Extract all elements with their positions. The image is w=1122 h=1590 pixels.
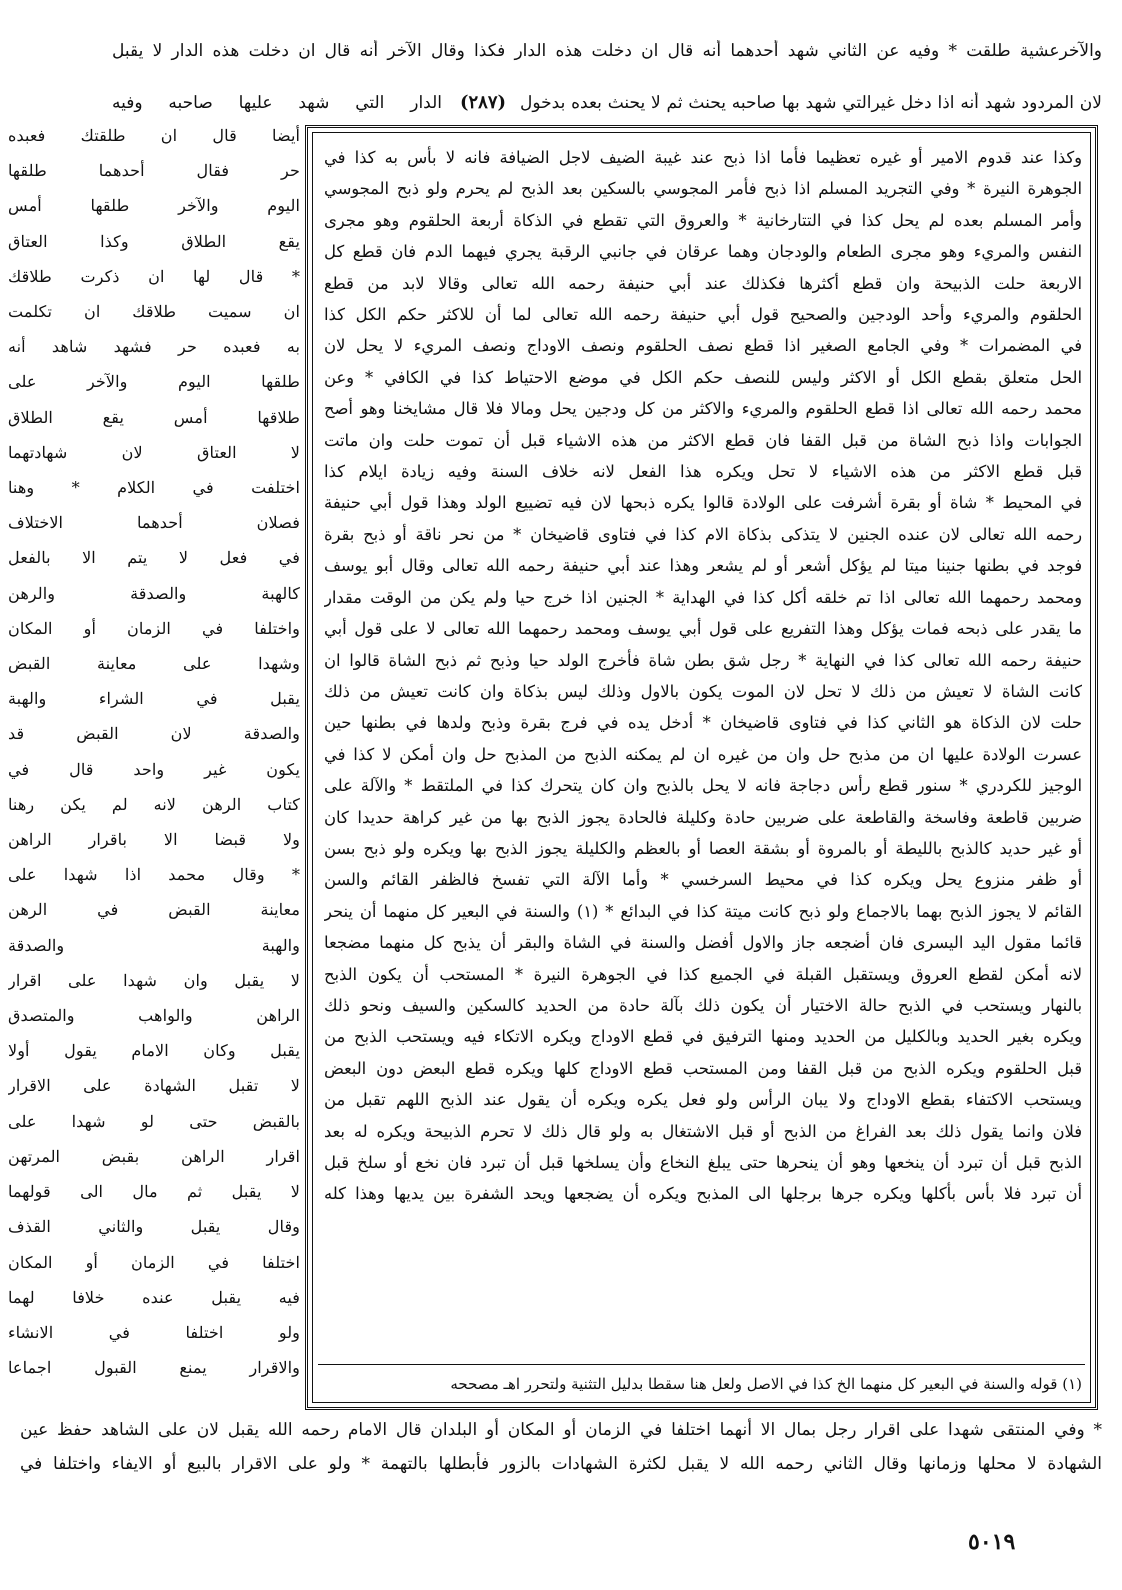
margin-text-line: اختلفت في الكلام * وهنا bbox=[8, 478, 300, 498]
main-text-line: الجوابات واذا ذبح الشاة من قبل القفا فان قطع الاكثر من هذه الاشياء قبل أن تموت حلت وان ماتت bbox=[324, 430, 1082, 450]
main-text-line: قبل الحلقوم ويكره الذبح من قبل القفا ومن المستحب قطع الاوداج كلها ويكره قطع البعض دون البعض bbox=[324, 1058, 1082, 1078]
margin-text-line: به فعبده حر فشهد شاهد أنه bbox=[8, 337, 300, 357]
main-text-line: رحمه الله تعالى لان عنده الجنين لا يتذكى بذكاة الام كذا في فتاوى قاضيخان * من نحر ناقة أو ذبح بقرة bbox=[324, 524, 1082, 544]
main-text-line: في المحيط * شاة أو بقرة أشرفت على الولادة قالوا يكره ذبحها لان فيه تضييع الولد وهذا قول أبي حنيفة bbox=[324, 493, 1082, 513]
main-text-line: الاربعة حلت الذبيحة وان قطع أكثرها فكذلك عند أبي حنيفة رحمه الله تعالى وقالا لابد من قطع bbox=[324, 273, 1082, 293]
main-text-line: كانت الشاة لا تعيش من ذلك لا تحل لان الموت يكون بالاول وذلك ليس بذكاة وان كانت تعيش من ذلك bbox=[324, 681, 1082, 701]
main-text-line: القائم لا يجوز الذبح بهما بالاجماع ولو ذبح كانت ميتة كذا في البدائع * (١) والسنة في البعير كل منهما أن ينحر bbox=[324, 901, 1082, 921]
main-text-line: حلت لان الذكاة هو الثاني كذا في فتاوى قاضيخان * أدخل يده في فرج بقرة وذبح ولدها في بطنها حين bbox=[324, 713, 1082, 733]
margin-text-line: فصلان أحدهما الاختلاف bbox=[8, 513, 300, 533]
margin-text-line: ان سميت طلاقك ان تكلمت bbox=[8, 302, 300, 322]
main-text-line: في المضمرات * وفي الجامع الصغير اذا قطع نصف الحلقوم ونصف الاوداج ونصف المريء لا يحل لان bbox=[324, 336, 1082, 356]
main-text-body bbox=[324, 142, 1082, 1352]
header-line-1: والآخرعشية طلقت * وفيه عن الثاني شهد أحدهما أنه قال ان دخلت هذه الدار فكذا وقال الآخر أنه قال ان دخلت هذه الدار لا يقبل bbox=[112, 41, 1102, 61]
margin-text-line: بالقبض حتى لو شهدا على bbox=[8, 1111, 300, 1131]
main-text-line: النفس والمريء وهو مجرى الطعام والودجان وهما عرقان في جانبي الرقبة يجري فيهما الدم فان قطع كل bbox=[324, 242, 1082, 262]
margin-text-line: * وقال محمد اذا شهدا على bbox=[8, 865, 300, 885]
margin-text-line: يقبل في الشراء والهبة bbox=[8, 689, 300, 709]
footnote-divider bbox=[318, 1364, 1085, 1365]
main-text-line: ومحمد رحمهما الله تعالى اذا تم خلقه أكل كذا في الهداية * الجنين اذا خرج حيا ولم يكن من الوقت مقدار bbox=[324, 587, 1082, 607]
main-text-line: أو غير حديد كالذبح بالليطة أو بالمروة أو بشقة العصا أو بالعظم والكليلة يجوز الذبح بها ويكره ولو ذبح بسن bbox=[324, 838, 1082, 858]
bottom-line-1: * وفي المنتقى شهدا على اقرار رجل بمال الا أنهما اختلفا في الزمان أو المكان أو البلدان قال الامام رحمه الله يقبل لان على الشاهد حفظ عين bbox=[20, 1420, 1102, 1440]
margin-text-line: والصدقة لان القبض قد bbox=[8, 724, 300, 744]
main-text-frame bbox=[305, 125, 1098, 1410]
footnote: (١) قوله والسنة في البعير كل منهما الخ كذا في الاصل ولعل هنا سقطا بدليل التثنية ولتحرر اهـ مصححه bbox=[450, 1375, 1082, 1393]
margin-text-line: لا العتاق لان شهادتهما bbox=[8, 442, 300, 462]
main-text-line: بالنهار ويستحب في الذبح حالة الاختيار أن يكون ذلك بآلة حادة من الحديد كالسكين والسيف ونحو ذلك bbox=[324, 995, 1082, 1015]
main-text-line: عسرت الولادة عليها ان من مذبح حل وان من غيره ان لم يمكنه الذبح من المذبح حل وان أمكن لا كذا في bbox=[324, 744, 1082, 764]
main-text-line: الحل متعلق بقطع الكل أو الاكثر وليس للنصف حكم الكل في موضع الاحتياط كذا في الكافي * وعن bbox=[324, 367, 1082, 387]
main-text-line: الجوهرة النيرة * وفي التجريد المسلم اذا ذبح فأمر المجوسي بالسكين بعد الذبح لم يحرم ولو ذبح المجوسي bbox=[324, 179, 1082, 199]
margin-text-line: يكون غير واحد قال في bbox=[8, 759, 300, 779]
margin-text-line: طلاقها أمس يقع الطلاق bbox=[8, 407, 300, 427]
margin-text-line: ولا قبضا الا باقرار الراهن bbox=[8, 830, 300, 850]
bottom-line-2: الشهادة لا محلها وزمانها وقال الثاني رحمه الله لا يقبل لكثرة الشهادات بالزور فأبطلها بالتهمة * ولو على الاقرار بالبيع أو الايفاء واختلفا في bbox=[20, 1454, 1102, 1474]
margin-text-line: لا يقبل وان شهدا على اقرار bbox=[8, 970, 300, 990]
main-text-line: ويكره بغير الحديد وبالكليل من الحديد ومنها الترفيق في قطع الاوداج ويكره الاتكاء فيه ويستحب الذبح من bbox=[324, 1027, 1082, 1047]
main-text-line: قبل قطع الاكثر من هذه الاشياء لا تحل ويكره هذا الفعل لانه خلاف السنة وفيه زيادة ايلام كذا bbox=[324, 462, 1082, 482]
main-text-line: أو ظفر منزوع يحل ويكره كذا في محيط السرخسي * وأما الآلة التي تفسخ فالظفر القائم والسن bbox=[324, 870, 1082, 890]
page-number: (٢٨٧) bbox=[459, 92, 507, 113]
main-text-line: الذبح قبل أن تبرد أن ينخعها وهو أن ينحرها حتى يبلغ النخاع وأن يسلخها قبل أن تبرد فان نخع أو سلخ قبل bbox=[324, 1153, 1082, 1172]
margin-text-line: كتاب الرهن لانه لم يكن رهنا bbox=[8, 794, 300, 814]
margin-text-line: يقبل وكان الامام يقول أولا bbox=[8, 1041, 300, 1061]
main-text-line: الوجيز للكردري * سنور قطع رأس دجاجة فانه لا يحل بالذبح وان كان يتحرك كذا في الملتقط * والآلة على bbox=[324, 776, 1082, 796]
main-text-line: لانه أمكن لقطع العروق ويستقبل القبلة في الجميع كذا في الجوهرة النيرة * المستحب أن يكون الذبح bbox=[324, 964, 1082, 984]
margin-text-line: لا تقبل الشهادة على الاقرار bbox=[8, 1076, 300, 1096]
margin-text-line: والاقرار يمنع القبول اجماعا bbox=[8, 1358, 300, 1378]
margin-commentary-column bbox=[8, 118, 300, 1418]
margin-text-line: وشهدا على معاينة القبض bbox=[8, 654, 300, 674]
margin-text-line: فيه يقبل عنده خلافا لهما bbox=[8, 1287, 300, 1307]
margin-text-line: اقرار الراهن بقبض المرتهن bbox=[8, 1146, 300, 1166]
main-text-line: فلان وانما يقول ذلك بعد الفراغ من الذبح أو قبل الاشتغال به ولو قال ذلك لا تحرم الذبيحة ويكره له بعد bbox=[324, 1121, 1082, 1141]
margin-text-line: ولو اختلفا في الانشاء bbox=[8, 1322, 300, 1342]
margin-text-line: حر فقال أحدهما طلقها bbox=[8, 161, 300, 181]
margin-text-line: لا يقبل ثم مال الى قولهما bbox=[8, 1182, 300, 1202]
header-line-2-right: لان المردود شهد أنه اذا دخل غيرالتي شهد بها صاحبه يحنث ثم لا يحنث بعده بدخول bbox=[520, 93, 1102, 113]
margin-text-line: واختلفا في الزمان أو المكان bbox=[8, 618, 300, 638]
margin-text-line: الراهن والواهب والمتصدق bbox=[8, 1006, 300, 1026]
main-text-line: حنيفة رحمه الله تعالى كذا في النهاية * رجل شق بطن شاة فأخرج الولد حيا وذبح ثم ذبح الشاة قالوا ان bbox=[324, 650, 1082, 670]
main-text-line: أن تبرد فلا بأس بأكلها ويكره جرها برجلها الى المذبح ويكره أن يضجعها ويحد الشفرة بين يديها وهذا كله bbox=[324, 1184, 1082, 1204]
signature-number: ٥٠١٩ bbox=[968, 1529, 1016, 1555]
margin-text-line: طلقها اليوم والآخر على bbox=[8, 372, 300, 392]
margin-text-line: اليوم والآخر طلقها أمس bbox=[8, 196, 300, 216]
main-text-line: وأمر المسلم بعده لم يحل كذا في التتارخانية * والعروق التي تقطع في الذكاة أربعة الحلقوم وهو مجرى bbox=[324, 210, 1082, 230]
margin-text-line: معاينة القبض في الرهن bbox=[8, 900, 300, 920]
margin-text-line: كالهبة والصدقة والرهن bbox=[8, 583, 300, 603]
margin-text-line: في فعل لا يتم الا بالفعل bbox=[8, 548, 300, 568]
margin-text-line: أيضا قال ان طلقتك فعبده bbox=[8, 126, 300, 145]
margin-text-line: يقع الطلاق وكذا العتاق bbox=[8, 231, 300, 251]
main-text-line: ضربين قاطعة وفاسخة والقاطعة على ضربين حادة وكليلة فالحادة يجوز الذبح بها من غير كراهة حديدا كان bbox=[324, 807, 1082, 827]
main-text-line: محمد رحمه الله تعالى اذا قطع الحلقوم والمريء والاكثر من كل ودجين يحل ومالا فلا قال مشايخنا وهو أصح bbox=[324, 399, 1082, 419]
main-text-line: وكذا عند قدوم الامير أو غيره تعظيما فأما اذا ذبح عند غيبة الضيف لاجل الضيافة فانه لا بأس به كذا في bbox=[324, 148, 1082, 167]
header-line-2-left: الدار التي شهد عليها صاحبه وفيه bbox=[112, 93, 442, 113]
main-text-line: الحلقوم والمريء وأحد الودجين والصحيح قول أبي حنيفة رحمه الله تعالى لما أن للاكثر حكم الكل كذا bbox=[324, 305, 1082, 325]
margin-text-line: اختلفا في الزمان أو المكان bbox=[8, 1252, 300, 1272]
main-text-line: فوجد في بطنها جنينا ميتا لم يؤكل أشعر أو لم يشعر وهذا عند أبي حنيفة رحمه الله تعالى وقال أبو يوسف bbox=[324, 556, 1082, 576]
margin-text-line: والهبة والصدقة bbox=[8, 935, 300, 955]
main-text-line: ما يقدر على ذبحه فمات يؤكل وهذا التفريع على قول أبي يوسف ومحمد رحمهما الله تعالى لا على قول أبي bbox=[324, 619, 1082, 639]
main-text-line: ويستحب الاكتفاء بقطع الاوداج ولا يبان الرأس ولو فعل يكره ويكره أن يقول عند الذبح اللهم تقبل من bbox=[324, 1090, 1082, 1110]
main-text-line: قائما مقول اليد اليسرى فان أضجعه جاز والاول أفضل والسنة في الشاة والبقر أن يذبح كل منهما مضجعا bbox=[324, 933, 1082, 953]
margin-text-line: * قال لها ان ذكرت طلاقك bbox=[8, 266, 300, 286]
margin-text-line: وقال يقبل والثاني القذف bbox=[8, 1217, 300, 1237]
